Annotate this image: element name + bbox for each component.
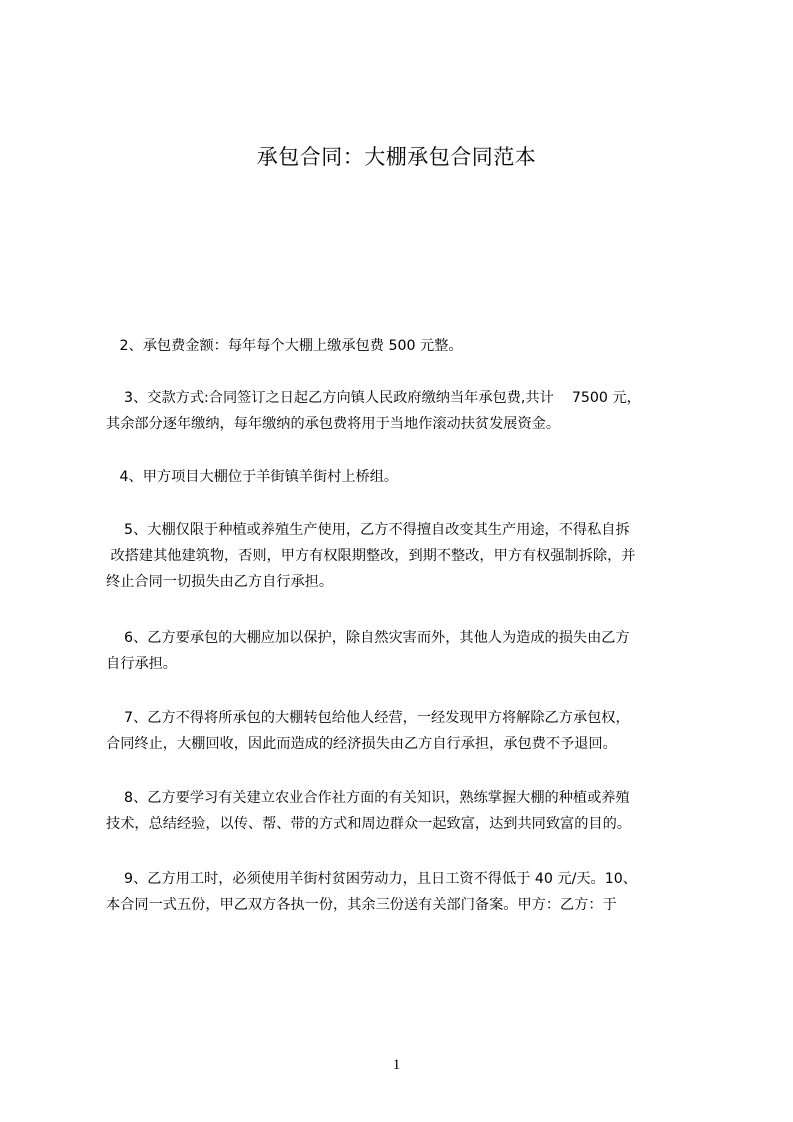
clause-5	[106, 517, 720, 595]
clause-2	[106, 333, 720, 359]
clause-7	[106, 705, 720, 757]
clause-line: 8、乙方要学习有关建立农业合作社方面的有关知识，熟练掌握大棚的种植或养殖	[106, 790, 630, 806]
clause-line: 7、乙方不得将所承包的大棚转包给他人经营，一经发现甲方将解除乙方承包权，	[106, 710, 630, 726]
clause-line: 自行承担。	[106, 656, 177, 672]
page-number: 1	[392, 1057, 401, 1073]
clause-line: 合同终止，大棚回收，因此而造成的经济损失由乙方自行承担，承包费不予退回。	[106, 736, 617, 752]
clause-9	[106, 866, 720, 918]
clause-line: 2、承包费金额：每年每个大棚上缴承包费 500 元整。	[106, 338, 463, 354]
clause-4	[106, 464, 720, 490]
clause-6	[106, 625, 720, 677]
clause-line: 改搭建其他建筑物，否则，甲方有权限期整改，到期不整改，甲方有权强制拆除，并	[106, 548, 636, 564]
document-title: 承包合同：大棚承包合同范本	[256, 145, 537, 169]
clause-line: 本合同一式五份，甲乙双方各执一份，其余三份送有关部门备案。甲方：乙方：于	[106, 897, 617, 913]
clause-line: 其余部分逐年缴纳，每年缴纳的承包费将用于当地作滚动扶贫发展资金。	[106, 416, 561, 432]
clause-line: 9、乙方用工时，必须使用羊街村贫困劳动力，且日工资不得低于 40 元/天。10、	[106, 871, 637, 887]
clause-line: 4、甲方项目大棚位于羊街镇羊街村上桥组。	[106, 469, 399, 485]
clause-line: 6、乙方要承包的大棚应加以保护，除自然灾害而外，其他人为造成的损失由乙方	[106, 630, 630, 646]
clause-line: 技术，总结经验，以传、帮、带的方式和周边群众一起致富，达到共同致富的目的。	[106, 816, 631, 832]
clause-8	[106, 785, 720, 837]
clause-line: 3、交款方式:合同签订之日起乙方向镇人民政府缴纳当年承包费,共计 7500 元，	[106, 390, 641, 406]
clause-3	[106, 385, 720, 437]
clause-line: 终止合同一切损失由乙方自行承担。	[106, 574, 334, 590]
clause-line: 5、大棚仅限于种植或养殖生产使用，乙方不得擅自改变其生产用途，不得私自拆	[106, 522, 630, 538]
